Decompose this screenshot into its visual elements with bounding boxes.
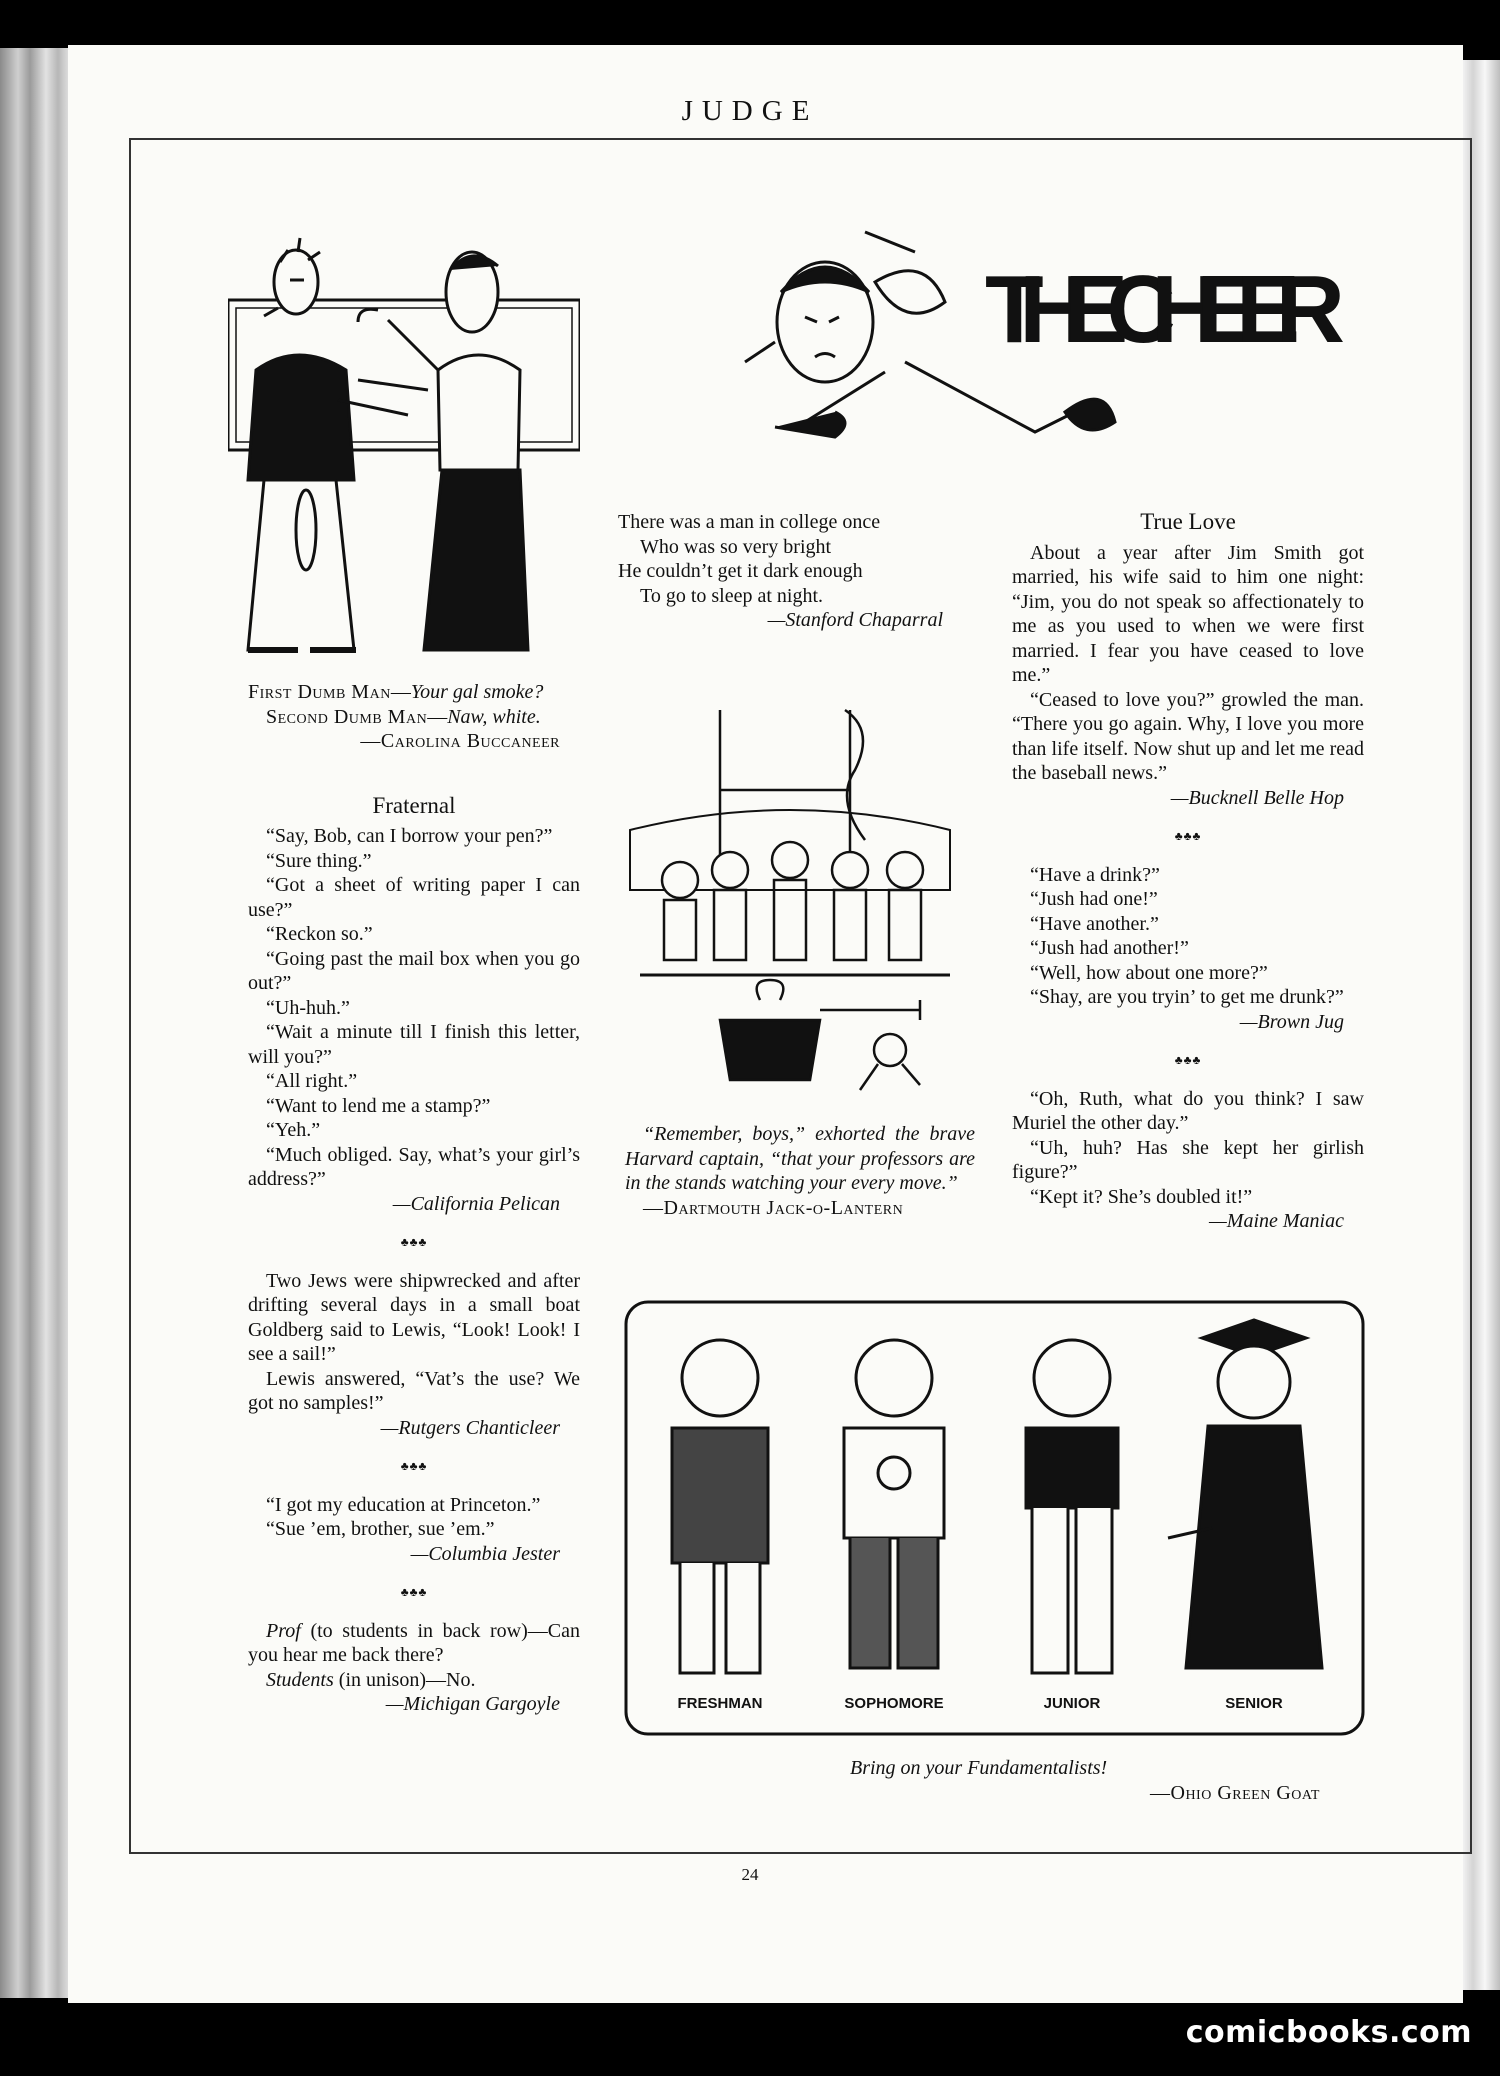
dumb-men-cartoon <box>228 230 580 670</box>
page-number: 24 <box>741 1865 759 1884</box>
class-years-cartoon <box>622 1298 1367 1738</box>
label-sophomore: SOPHOMORE <box>844 1695 944 1712</box>
separator: ♣♣♣ <box>400 1585 428 1599</box>
label-junior: JUNIOR <box>1043 1695 1101 1712</box>
football-caption-block: “Remember, boys,” exhorted the brave Harvard captain, “that your professors are in the stands watching your every move.” —Dartmouth Jack-o-Lantern <box>625 1123 975 1219</box>
true-love-heading: True Love <box>1140 509 1236 534</box>
freshman-figure <box>672 1340 768 1673</box>
football-caption: “Remember, boys,” exhorted the brave Harvard captain, “that your professors are in the stands watching your every move.” <box>625 1123 975 1194</box>
left-column: First Dumb Man—Your gal smoke? Second Dumb Man—Naw, white. —Carolina Buccaneer Fraternal “Say, Bob, can I borrow your pen?” “Sure thing.” “Got a sheet of writing paper I can use?” “Reckon so.” “Going past the mail box when you go out?” “Uh-huh.” “Wait a minute till I finish this letter, will you?” “All right.” “Want to lend me a stamp?” “Yeh.” “Much obliged. Say, what’s your girl’s address?” —California Pelican ♣♣♣ Two Jews were shipwrecked and after drifting several days in a small boat Goldberg said to Lewis, “Look! Look! I see a sail!” Lewis answered, “Vat’s the use? We got no samples!” —Rutgers Chanticleer ♣♣♣ “I got my education at Princeton.” “Sue ’em, brother, sue ’em.” —Columbia Jester ♣♣♣ Prof (to students in back row)—Can you hear me back there? Students (in unison)—No. —Michigan Gargoyle <box>248 681 580 1715</box>
cheer-title: THE CHEER <box>985 256 1345 363</box>
class-cartoon-caption: Bring on your Fundamentalists! —Ohio Green Goat <box>850 1757 1320 1804</box>
football-player <box>772 842 808 960</box>
separator: ♣♣♣ <box>400 1235 428 1249</box>
separator: ♣♣♣ <box>400 1459 428 1473</box>
dumb-men-caption: First Dumb Man—Your gal smoke? <box>248 681 544 703</box>
separator: ♣♣♣ <box>1174 829 1202 843</box>
label-senior: SENIOR <box>1225 1695 1283 1712</box>
junior-figure <box>1026 1340 1118 1673</box>
middle-column: There was a man in college once Who was so very bright He couldn’t get it dark enough To go to sleep at night. —Stanford Chaparral <box>618 511 943 631</box>
book-binding <box>0 48 68 1998</box>
football-player <box>887 852 923 960</box>
football-cartoon <box>620 680 965 1110</box>
label-freshman: FRESHMAN <box>677 1695 763 1712</box>
football-player <box>662 862 698 960</box>
cheer-cartoon <box>735 222 1365 472</box>
football-player <box>712 852 748 960</box>
sophomore-figure <box>844 1340 944 1668</box>
football-player <box>832 852 868 960</box>
watermark: comicbooks.com <box>1185 2015 1472 2050</box>
running-head: JUDGE <box>681 95 819 127</box>
fraternal-heading: Fraternal <box>372 792 456 818</box>
separator: ♣♣♣ <box>1174 1053 1202 1067</box>
senior-figure <box>1168 1320 1322 1668</box>
right-column: True Love About a year after Jim Smith got married, his wife said to him one night: “Jim, you do not speak so affectionately to me as you used to when we were first married. I fear you have ceased to love me.” “Ceased to love you?” growled the man. “There you go again. Why, I love you more than life itself. Now shut up and let me read the baseball news.” —Bucknell Belle Hop ♣♣♣ “Have a drink?” “Jush had one!” “Have another.” “Jush had another!” “Well, how about one more?” “Shay, are you tryin’ to get me drunk?” —Brown Jug ♣♣♣ “Oh, Ruth, what do you think? I saw Muriel the other day.” “Uh, huh? Has she kept her girlish figure?” “Kept it? She’s doubled it!” —Maine Maniac <box>1012 509 1364 1232</box>
